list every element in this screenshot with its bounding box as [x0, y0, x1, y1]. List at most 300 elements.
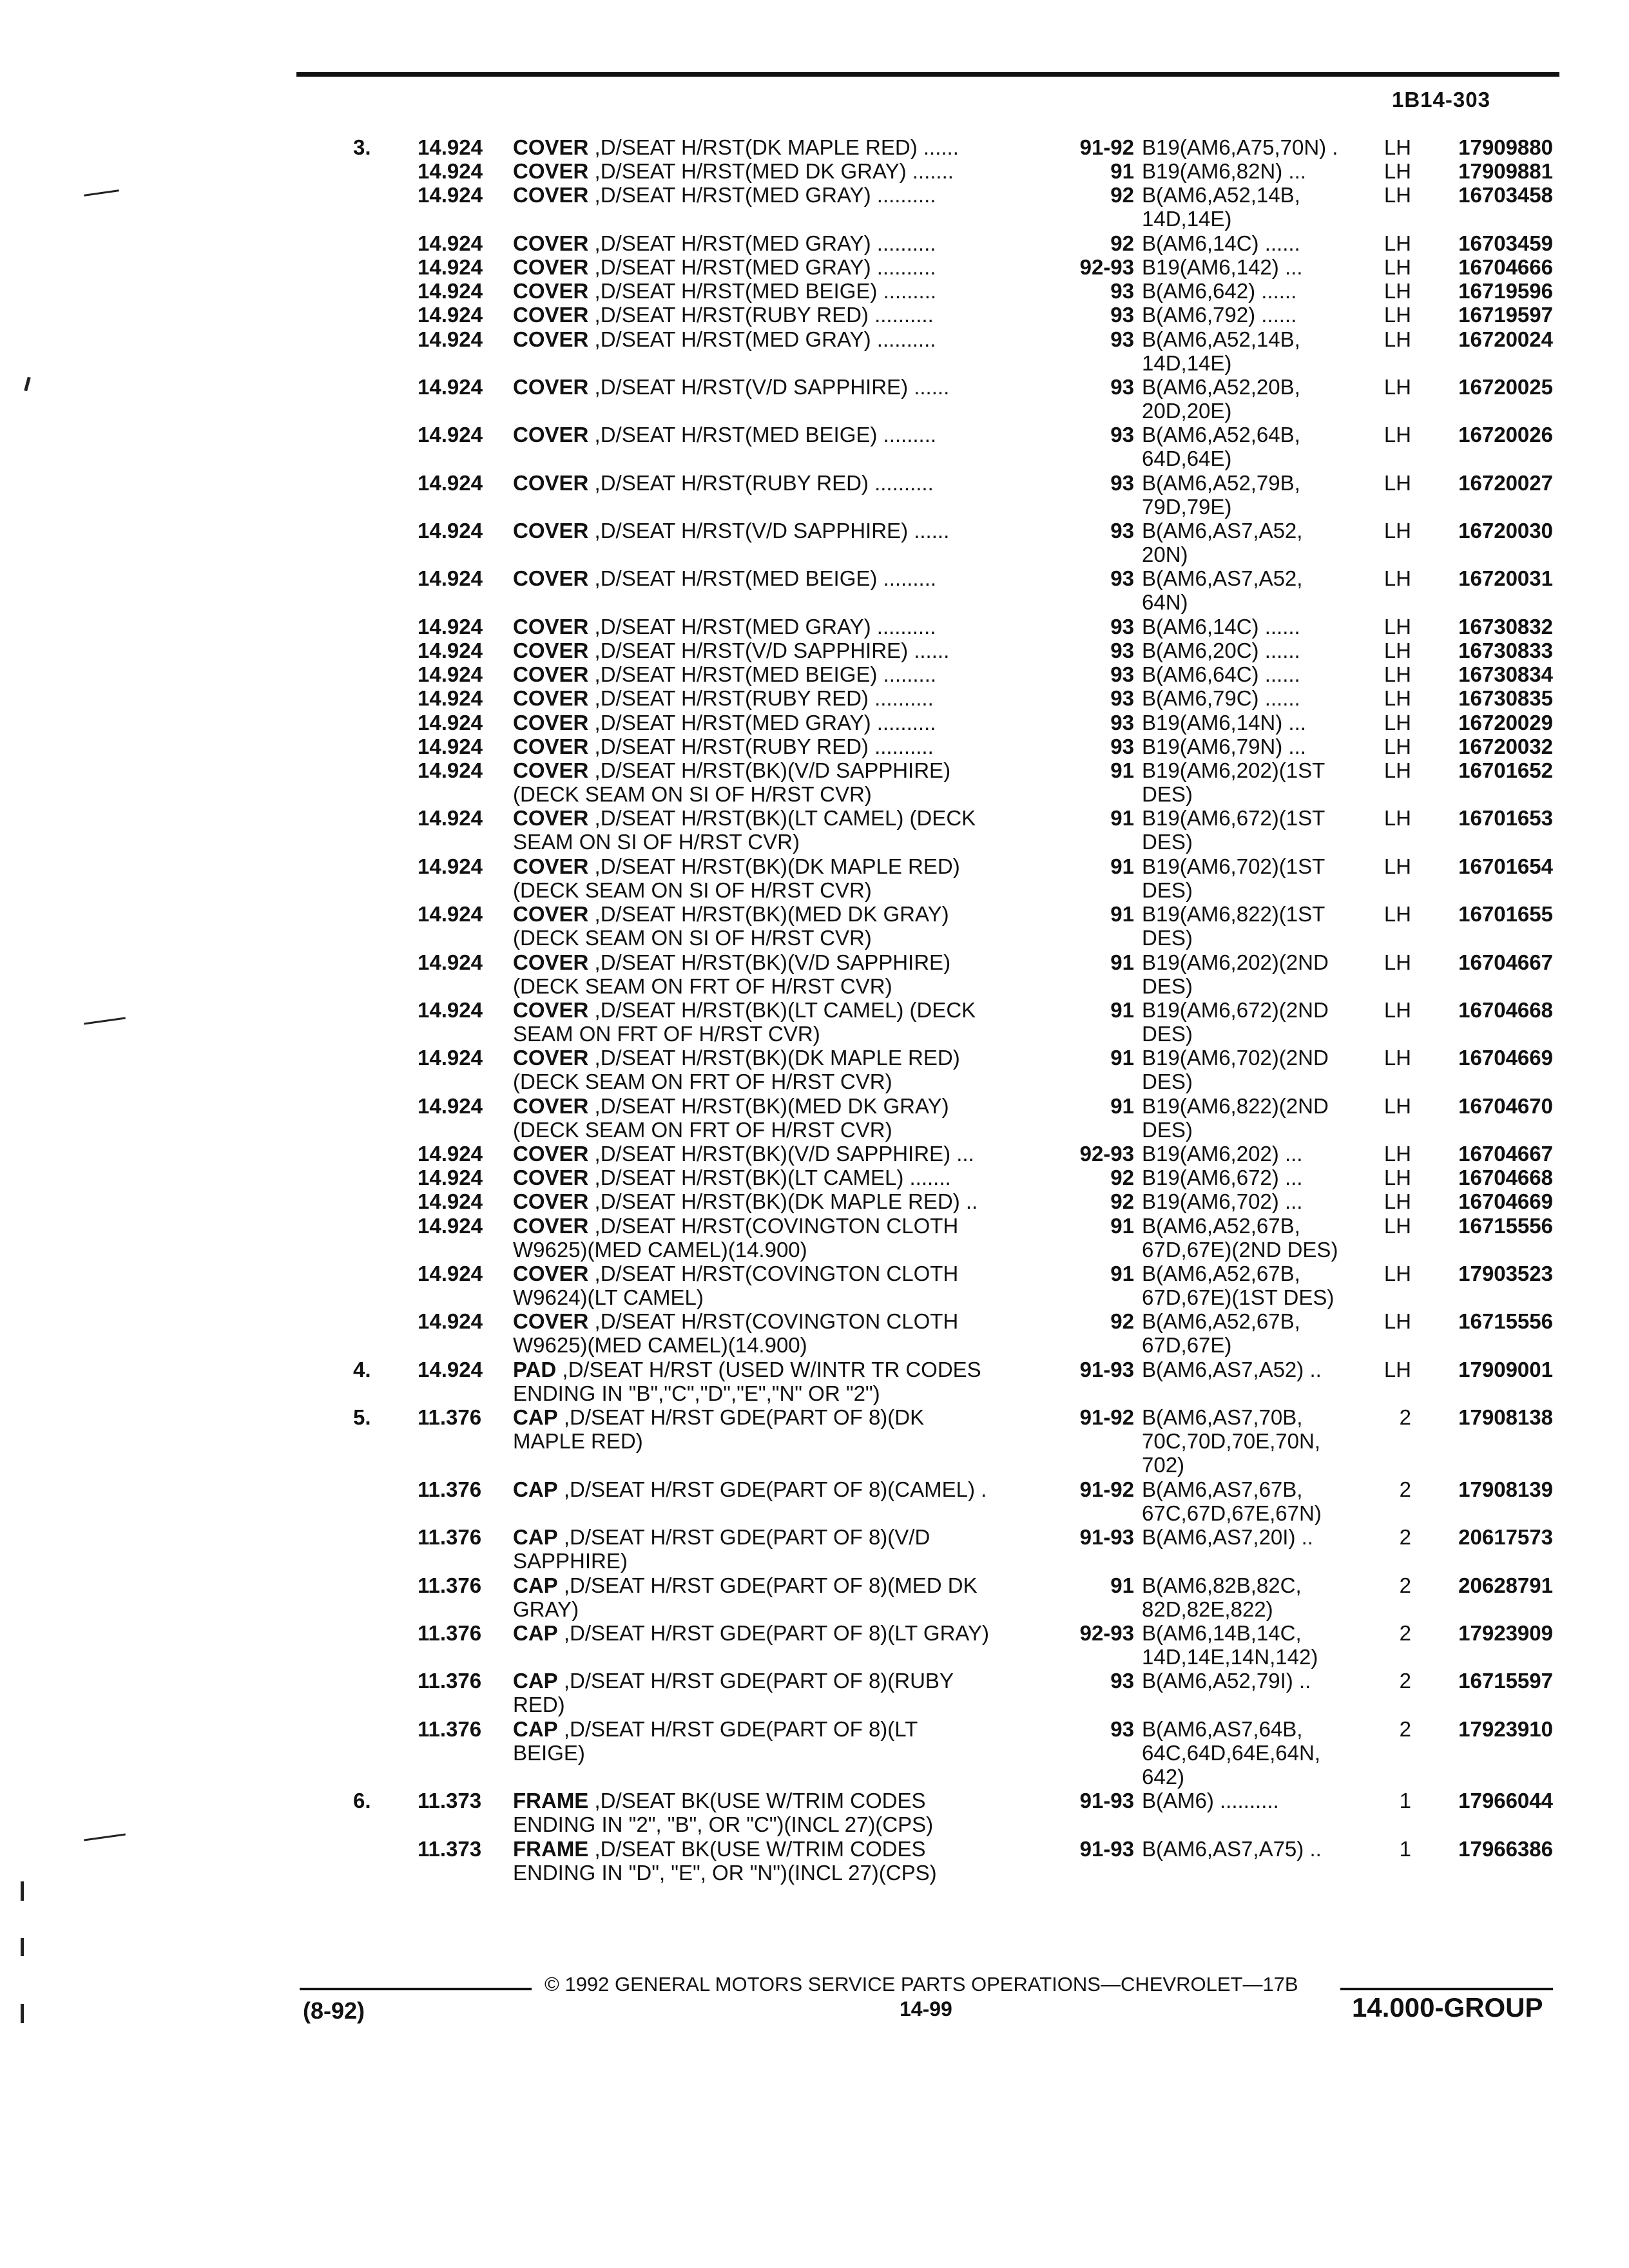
quantity: LH: [1383, 734, 1411, 758]
table-row: [0, 1837, 1629, 1885]
model-years: 93: [1110, 327, 1134, 351]
model-years: 91: [1110, 1573, 1134, 1597]
model-years: 91: [1110, 758, 1134, 782]
part-name: CAP: [513, 1573, 558, 1597]
part-name: COVER: [513, 686, 589, 711]
part-description-text: ,D/SEAT H/RST(BK)(V/D SAPPHIRE) (DECK SEAM ON SI OF H/RST CVR): [513, 758, 951, 806]
model-codes: B(AM6,79C) ......: [1142, 686, 1300, 711]
part-description-text: ,D/SEAT H/RST(BK)(MED DK GRAY) (DECK SEAM ON SI OF H/RST CVR): [513, 902, 949, 950]
part-number: 16720032: [1458, 734, 1553, 758]
part-description: [513, 735, 934, 758]
part-description-text: ,D/SEAT H/RST(DK MAPLE RED) ......: [588, 135, 959, 159]
table-row: [0, 1477, 1629, 1525]
quantity: LH: [1383, 854, 1411, 878]
part-name: COVER: [513, 423, 589, 447]
part-name: COVER: [513, 950, 589, 974]
quantity: LH: [1383, 519, 1411, 543]
model-years: 93: [1110, 303, 1134, 327]
quantity: 2: [1399, 1669, 1411, 1693]
group-number: 14.924: [418, 686, 483, 711]
quantity: LH: [1383, 662, 1411, 687]
quantity: LH: [1383, 279, 1411, 303]
part-description-text: ,D/SEAT H/RST(MED BEIGE) .........: [588, 662, 937, 687]
part-description: [513, 1837, 937, 1885]
part-number: 16704669: [1458, 1046, 1553, 1070]
group-number: 14.924: [418, 1357, 483, 1381]
part-number: 16701654: [1458, 854, 1553, 878]
table-row: [0, 662, 1629, 686]
group-number: 14.924: [418, 1166, 483, 1190]
table-row: [0, 1717, 1629, 1789]
group-number: 14.924: [418, 159, 483, 184]
group-number: 14.924: [418, 662, 483, 687]
part-description: [513, 1405, 924, 1453]
part-number: 16703459: [1458, 231, 1553, 255]
table-row: [0, 735, 1629, 758]
top-rule: [296, 72, 1559, 77]
table-row: [0, 519, 1629, 566]
table-row: [0, 1525, 1629, 1573]
group-number: 14.924: [418, 327, 483, 351]
model-years: 91-92: [1079, 1405, 1134, 1430]
part-name: COVER: [513, 159, 589, 184]
quantity: LH: [1383, 902, 1411, 927]
model-years: 91: [1110, 997, 1134, 1022]
part-description: [513, 231, 936, 255]
quantity: LH: [1383, 950, 1411, 974]
table-row: [0, 758, 1629, 806]
quantity: LH: [1383, 806, 1411, 831]
scan-mark: [21, 1938, 24, 1956]
table-row: [0, 1214, 1629, 1262]
table-row: [0, 1189, 1629, 1213]
part-description: [513, 183, 936, 207]
part-description: [513, 1358, 981, 1405]
model-codes: B(AM6,AS7,20I) ..: [1142, 1525, 1313, 1550]
part-number: 16715597: [1458, 1669, 1553, 1693]
group-number: 14.924: [418, 1046, 483, 1070]
part-description-text: ,D/SEAT H/RST GDE(PART OF 8)(LT BEIGE): [513, 1716, 918, 1765]
group-number: 14.924: [418, 854, 483, 878]
table-row: [0, 1166, 1629, 1189]
model-years: 91: [1110, 1213, 1134, 1238]
part-name: COVER: [513, 327, 589, 351]
table-row: [0, 231, 1629, 255]
quantity: LH: [1383, 255, 1411, 279]
group-number: 14.924: [418, 614, 483, 639]
model-years: 92-93: [1079, 255, 1134, 279]
part-description-text: ,D/SEAT H/RST(V/D SAPPHIRE) ......: [588, 374, 950, 399]
quantity: 2: [1399, 1573, 1411, 1597]
model-years: 93: [1110, 686, 1134, 711]
part-description: [513, 662, 936, 686]
table-row: [0, 471, 1629, 519]
part-name: COVER: [513, 566, 589, 591]
table-row: [0, 183, 1629, 231]
quantity: LH: [1383, 997, 1411, 1022]
part-name: COVER: [513, 1093, 589, 1118]
part-description-text: ,D/SEAT H/RST(BK)(LT CAMEL) .......: [588, 1166, 951, 1190]
model-years: 91: [1110, 1262, 1134, 1286]
model-years: 91: [1110, 806, 1134, 831]
model-years: 91-92: [1079, 1477, 1134, 1501]
quantity: LH: [1383, 614, 1411, 639]
group-number: 11.376: [418, 1525, 482, 1550]
model-codes: B(AM6,A52,79B, 79D,79E): [1142, 470, 1300, 519]
part-name: COVER: [513, 734, 589, 758]
model-codes: B19(AM6,672) ...: [1142, 1166, 1303, 1190]
footer-rule-right: [1340, 1988, 1553, 1990]
part-name: CAP: [513, 1621, 558, 1645]
model-years: 93: [1110, 614, 1134, 639]
model-codes: B(AM6,AS7,A52) ..: [1142, 1357, 1322, 1381]
model-codes: B(AM6,20C) ......: [1142, 639, 1300, 663]
part-number: 16704670: [1458, 1093, 1553, 1118]
group-number: 14.924: [418, 255, 483, 279]
part-description: [513, 519, 949, 543]
table-row: [0, 1309, 1629, 1357]
quantity: LH: [1383, 1213, 1411, 1238]
part-description: [513, 279, 936, 303]
part-description: [513, 1477, 987, 1501]
part-name: CAP: [513, 1669, 558, 1693]
part-name: CAP: [513, 1525, 558, 1550]
quantity: LH: [1383, 710, 1411, 735]
part-number: 16730835: [1458, 686, 1553, 711]
ref-number: 6.: [353, 1789, 371, 1813]
table-row: [0, 1405, 1629, 1477]
quantity: 2: [1399, 1477, 1411, 1501]
model-codes: B19(AM6,822)(1ST DES): [1142, 902, 1325, 950]
part-name: COVER: [513, 1309, 589, 1334]
quantity: LH: [1383, 1357, 1411, 1381]
part-description: [513, 1717, 918, 1765]
model-years: 91: [1110, 1093, 1134, 1118]
part-name: COVER: [513, 806, 589, 831]
part-description: [513, 159, 954, 183]
model-years: 92: [1110, 1166, 1134, 1190]
part-number: 16719596: [1458, 279, 1553, 303]
quantity: 2: [1399, 1621, 1411, 1645]
part-description-text: ,D/SEAT H/RST(RUBY RED) ..........: [588, 686, 934, 711]
part-number: 16730833: [1458, 639, 1553, 663]
model-codes: B19(AM6,A75,70N) .: [1142, 135, 1338, 159]
part-description-text: ,D/SEAT H/RST(MED GRAY) ..........: [588, 327, 936, 351]
group-number: 14.924: [418, 470, 483, 495]
group-number: 14.924: [418, 710, 483, 735]
part-description: [513, 806, 976, 854]
part-number: 16720030: [1458, 519, 1553, 543]
part-description-text: ,D/SEAT H/RST(BK)(LT CAMEL) (DECK SEAM ON FRT OF H/RST CVR): [513, 997, 976, 1046]
part-description: [513, 135, 959, 159]
part-number: 16704668: [1458, 1166, 1553, 1190]
model-years: 91: [1110, 854, 1134, 878]
model-codes: B(AM6,A52,14B, 14D,14E): [1142, 327, 1300, 375]
part-description: [513, 471, 934, 495]
part-description-text: ,D/SEAT H/RST(MED BEIGE) .........: [588, 566, 937, 591]
part-description: [513, 1309, 958, 1357]
model-codes: B19(AM6,202) ...: [1142, 1142, 1303, 1166]
part-description-text: ,D/SEAT H/RST GDE(PART OF 8)(MED DK GRAY): [513, 1573, 978, 1621]
quantity: 2: [1399, 1405, 1411, 1430]
group-number: 14.924: [418, 1309, 483, 1334]
quantity: LH: [1383, 1189, 1411, 1214]
model-codes: B19(AM6,672)(1ST DES): [1142, 806, 1325, 854]
part-description-text: ,D/SEAT BK(USE W/TRIM CODES ENDING IN "2", "B", OR "C")(INCL 27)(CPS): [513, 1789, 934, 1837]
table-row: [0, 327, 1629, 375]
model-years: 93: [1110, 566, 1134, 591]
model-years: 91-93: [1079, 1357, 1134, 1381]
table-row: [0, 159, 1629, 183]
part-description-text: ,D/SEAT H/RST(BK)(DK MAPLE RED) ..: [588, 1189, 978, 1214]
part-name: FRAME: [513, 1789, 589, 1813]
table-row: [0, 423, 1629, 470]
model-years: 93: [1110, 519, 1134, 543]
model-years: 91-93: [1079, 1836, 1134, 1861]
quantity: LH: [1383, 231, 1411, 255]
table-row: [0, 255, 1629, 279]
model-codes: B(AM6,AS7,64B, 64C,64D,64E,64N, 642): [1142, 1716, 1321, 1789]
group-number: 14.924: [418, 423, 483, 447]
part-description: [513, 1166, 951, 1189]
footer-copyright: © 1992 GENERAL MOTORS SERVICE PARTS OPERATIONS—CHEVROLET—17B: [545, 1973, 1298, 1995]
group-number: 14.924: [418, 303, 483, 327]
model-years: 91-93: [1079, 1525, 1134, 1550]
table-row: [0, 303, 1629, 327]
group-number: 14.924: [418, 639, 483, 663]
model-codes: B19(AM6,202)(1ST DES): [1142, 758, 1325, 806]
group-number: 14.924: [418, 1189, 483, 1214]
table-row: [0, 950, 1629, 998]
page-code: 1B14-303: [1392, 88, 1490, 111]
part-name: COVER: [513, 374, 589, 399]
part-description-text: ,D/SEAT H/RST(RUBY RED) ..........: [588, 470, 934, 495]
group-number: 14.924: [418, 1262, 483, 1286]
part-number: 16720027: [1458, 470, 1553, 495]
part-name: COVER: [513, 1166, 589, 1190]
model-codes: B(AM6,A52,14B, 14D,14E): [1142, 183, 1300, 231]
part-number: 16730834: [1458, 662, 1553, 687]
table-row: [0, 566, 1629, 614]
part-number: 16720024: [1458, 327, 1553, 351]
quantity: LH: [1383, 303, 1411, 327]
quantity: 1: [1399, 1789, 1411, 1813]
quantity: LH: [1383, 686, 1411, 711]
quantity: LH: [1383, 1309, 1411, 1334]
part-name: COVER: [513, 710, 589, 735]
part-description: [513, 615, 936, 639]
model-years: 93: [1110, 279, 1134, 303]
part-name: PAD: [513, 1357, 557, 1381]
quantity: 1: [1399, 1836, 1411, 1861]
model-years: 93: [1110, 1669, 1134, 1693]
part-number: 16704669: [1458, 1189, 1553, 1214]
group-number: 11.376: [418, 1477, 482, 1501]
part-number: 16704666: [1458, 255, 1553, 279]
model-years: 93: [1110, 662, 1134, 687]
quantity: LH: [1383, 327, 1411, 351]
quantity: LH: [1383, 470, 1411, 495]
group-number: 14.924: [418, 374, 483, 399]
part-name: COVER: [513, 1213, 589, 1238]
part-number: 16715556: [1458, 1309, 1553, 1334]
table-row: [0, 998, 1629, 1046]
part-number: 17908138: [1458, 1405, 1553, 1430]
part-description: [513, 854, 960, 902]
model-years: 92: [1110, 1189, 1134, 1214]
part-description: [513, 1621, 989, 1645]
part-description-text: ,D/SEAT H/RST GDE(PART OF 8)(CAMEL) .: [557, 1477, 987, 1501]
group-number: 11.373: [418, 1789, 482, 1813]
part-description-text: ,D/SEAT H/RST(V/D SAPPHIRE) ......: [588, 639, 950, 663]
part-number: 17923910: [1458, 1716, 1553, 1741]
model-years: 93: [1110, 470, 1134, 495]
ref-number: 5.: [353, 1405, 371, 1430]
quantity: 2: [1399, 1525, 1411, 1550]
part-description: [513, 327, 936, 351]
model-years: 93: [1110, 710, 1134, 735]
model-codes: B(AM6,AS7,70B, 70C,70D,70E,70N, 702): [1142, 1405, 1321, 1477]
group-number: 11.373: [418, 1836, 482, 1861]
part-name: COVER: [513, 1142, 589, 1166]
part-description: [513, 1046, 960, 1093]
model-codes: B(AM6,A52,67B, 67D,67E)(2ND DES): [1142, 1213, 1338, 1262]
part-description: [513, 639, 949, 662]
part-description-text: ,D/SEAT H/RST(COVINGTON CLOTH W9624)(LT CAMEL): [513, 1262, 959, 1310]
part-description: [513, 1189, 978, 1213]
model-years: 93: [1110, 734, 1134, 758]
table-row: [0, 639, 1629, 662]
model-codes: B(AM6,14B,14C, 14D,14E,14N,142): [1142, 1621, 1318, 1669]
quantity: LH: [1383, 1046, 1411, 1070]
part-description-text: ,D/SEAT H/RST(BK)(MED DK GRAY) (DECK SEAM ON FRT OF H/RST CVR): [513, 1093, 949, 1142]
model-codes: B(AM6,A52,67B, 67D,67E): [1142, 1309, 1300, 1358]
group-number: 11.376: [418, 1573, 482, 1597]
model-codes: B19(AM6,79N) ...: [1142, 734, 1306, 758]
part-name: COVER: [513, 135, 589, 159]
part-description: [513, 423, 936, 447]
table-row: [0, 279, 1629, 303]
model-codes: B(AM6,14C) ......: [1142, 231, 1300, 255]
model-codes: B19(AM6,82N) ...: [1142, 159, 1306, 184]
part-description-text: ,D/SEAT H/RST(MED DK GRAY) .......: [588, 159, 954, 184]
model-codes: B19(AM6,822)(2ND DES): [1142, 1093, 1329, 1142]
group-number: 14.924: [418, 135, 483, 159]
part-description-text: ,D/SEAT H/RST GDE(PART OF 8)(RUBY RED): [513, 1669, 954, 1717]
table-row: [0, 135, 1629, 159]
group-number: 14.924: [418, 734, 483, 758]
part-description: [513, 1669, 954, 1716]
quantity: LH: [1383, 423, 1411, 447]
table-row: [0, 1621, 1629, 1669]
model-codes: B19(AM6,14N) ...: [1142, 710, 1306, 735]
part-name: COVER: [513, 1046, 589, 1070]
part-name: CAP: [513, 1405, 558, 1430]
part-name: COVER: [513, 614, 589, 639]
model-codes: B19(AM6,702)(2ND DES): [1142, 1046, 1329, 1094]
part-name: COVER: [513, 183, 589, 207]
part-number: 17903523: [1458, 1262, 1553, 1286]
part-description: [513, 758, 950, 806]
group-number: 14.924: [418, 519, 483, 543]
part-description: [513, 950, 950, 998]
model-years: 93: [1110, 639, 1134, 663]
part-description-text: ,D/SEAT H/RST(MED BEIGE) .........: [588, 279, 937, 303]
table-row: [0, 1262, 1629, 1309]
part-description: [513, 1789, 933, 1836]
part-description: [513, 1142, 974, 1166]
part-description-text: ,D/SEAT H/RST(BK)(DK MAPLE RED) (DECK SEAM ON SI OF H/RST CVR): [513, 854, 960, 902]
part-number: 16720029: [1458, 710, 1553, 735]
footer-date: (8-92): [303, 1997, 365, 2024]
part-description: [513, 1262, 958, 1309]
parts-list: [0, 135, 1629, 1885]
model-years: 91: [1110, 902, 1134, 927]
quantity: LH: [1383, 183, 1411, 207]
model-years: 93: [1110, 423, 1134, 447]
part-description: [513, 1573, 978, 1621]
model-codes: B19(AM6,142) ...: [1142, 255, 1303, 279]
part-description-text: ,D/SEAT H/RST(V/D SAPPHIRE) ......: [588, 519, 950, 543]
model-years: 92: [1110, 183, 1134, 207]
quantity: LH: [1383, 639, 1411, 663]
group-number: 11.376: [418, 1669, 482, 1693]
part-description: [513, 255, 936, 279]
footer-page-number: 14-99: [900, 1997, 952, 2021]
model-codes: B19(AM6,702) ...: [1142, 1189, 1303, 1214]
part-description-text: ,D/SEAT H/RST GDE(PART OF 8)(DK MAPLE RED): [513, 1405, 925, 1454]
part-number: 16701652: [1458, 758, 1553, 782]
table-row: [0, 1573, 1629, 1621]
model-codes: B(AM6,A52,67B, 67D,67E)(1ST DES): [1142, 1262, 1335, 1310]
model-codes: B(AM6,AS7,A52, 64N): [1142, 566, 1303, 615]
part-name: FRAME: [513, 1836, 589, 1861]
part-description: [513, 711, 936, 735]
part-description-text: ,D/SEAT H/RST(MED BEIGE) .........: [588, 423, 937, 447]
part-name: COVER: [513, 519, 589, 543]
part-description-text: ,D/SEAT BK(USE W/TRIM CODES ENDING IN "D", "E", OR "N")(INCL 27)(CPS): [513, 1836, 937, 1885]
part-number: 17966386: [1458, 1836, 1553, 1861]
group-number: 11.376: [418, 1716, 482, 1741]
ref-number: 3.: [353, 135, 371, 159]
table-row: [0, 1358, 1629, 1405]
table-row: [0, 615, 1629, 639]
part-name: COVER: [513, 255, 589, 279]
model-years: 91: [1110, 950, 1134, 974]
footer-group: 14.000-GROUP: [1352, 1992, 1543, 2023]
part-description: [513, 303, 934, 327]
model-years: 91-93: [1079, 1789, 1134, 1813]
quantity: LH: [1383, 135, 1411, 159]
part-number: 16719597: [1458, 303, 1553, 327]
part-number: 16720025: [1458, 374, 1553, 399]
model-years: 92-93: [1079, 1621, 1134, 1645]
part-description: [513, 375, 949, 399]
model-years: 92: [1110, 1309, 1134, 1334]
quantity: LH: [1383, 1142, 1411, 1166]
part-name: COVER: [513, 279, 589, 303]
part-name: COVER: [513, 303, 589, 327]
part-number: 17966044: [1458, 1789, 1553, 1813]
part-name: COVER: [513, 231, 589, 255]
part-description: [513, 998, 976, 1046]
quantity: LH: [1383, 1166, 1411, 1190]
part-name: COVER: [513, 662, 589, 687]
table-row: [0, 854, 1629, 902]
model-codes: B(AM6,AS7,A52, 20N): [1142, 519, 1303, 567]
part-number: 16720026: [1458, 423, 1553, 447]
part-description: [513, 1214, 958, 1262]
